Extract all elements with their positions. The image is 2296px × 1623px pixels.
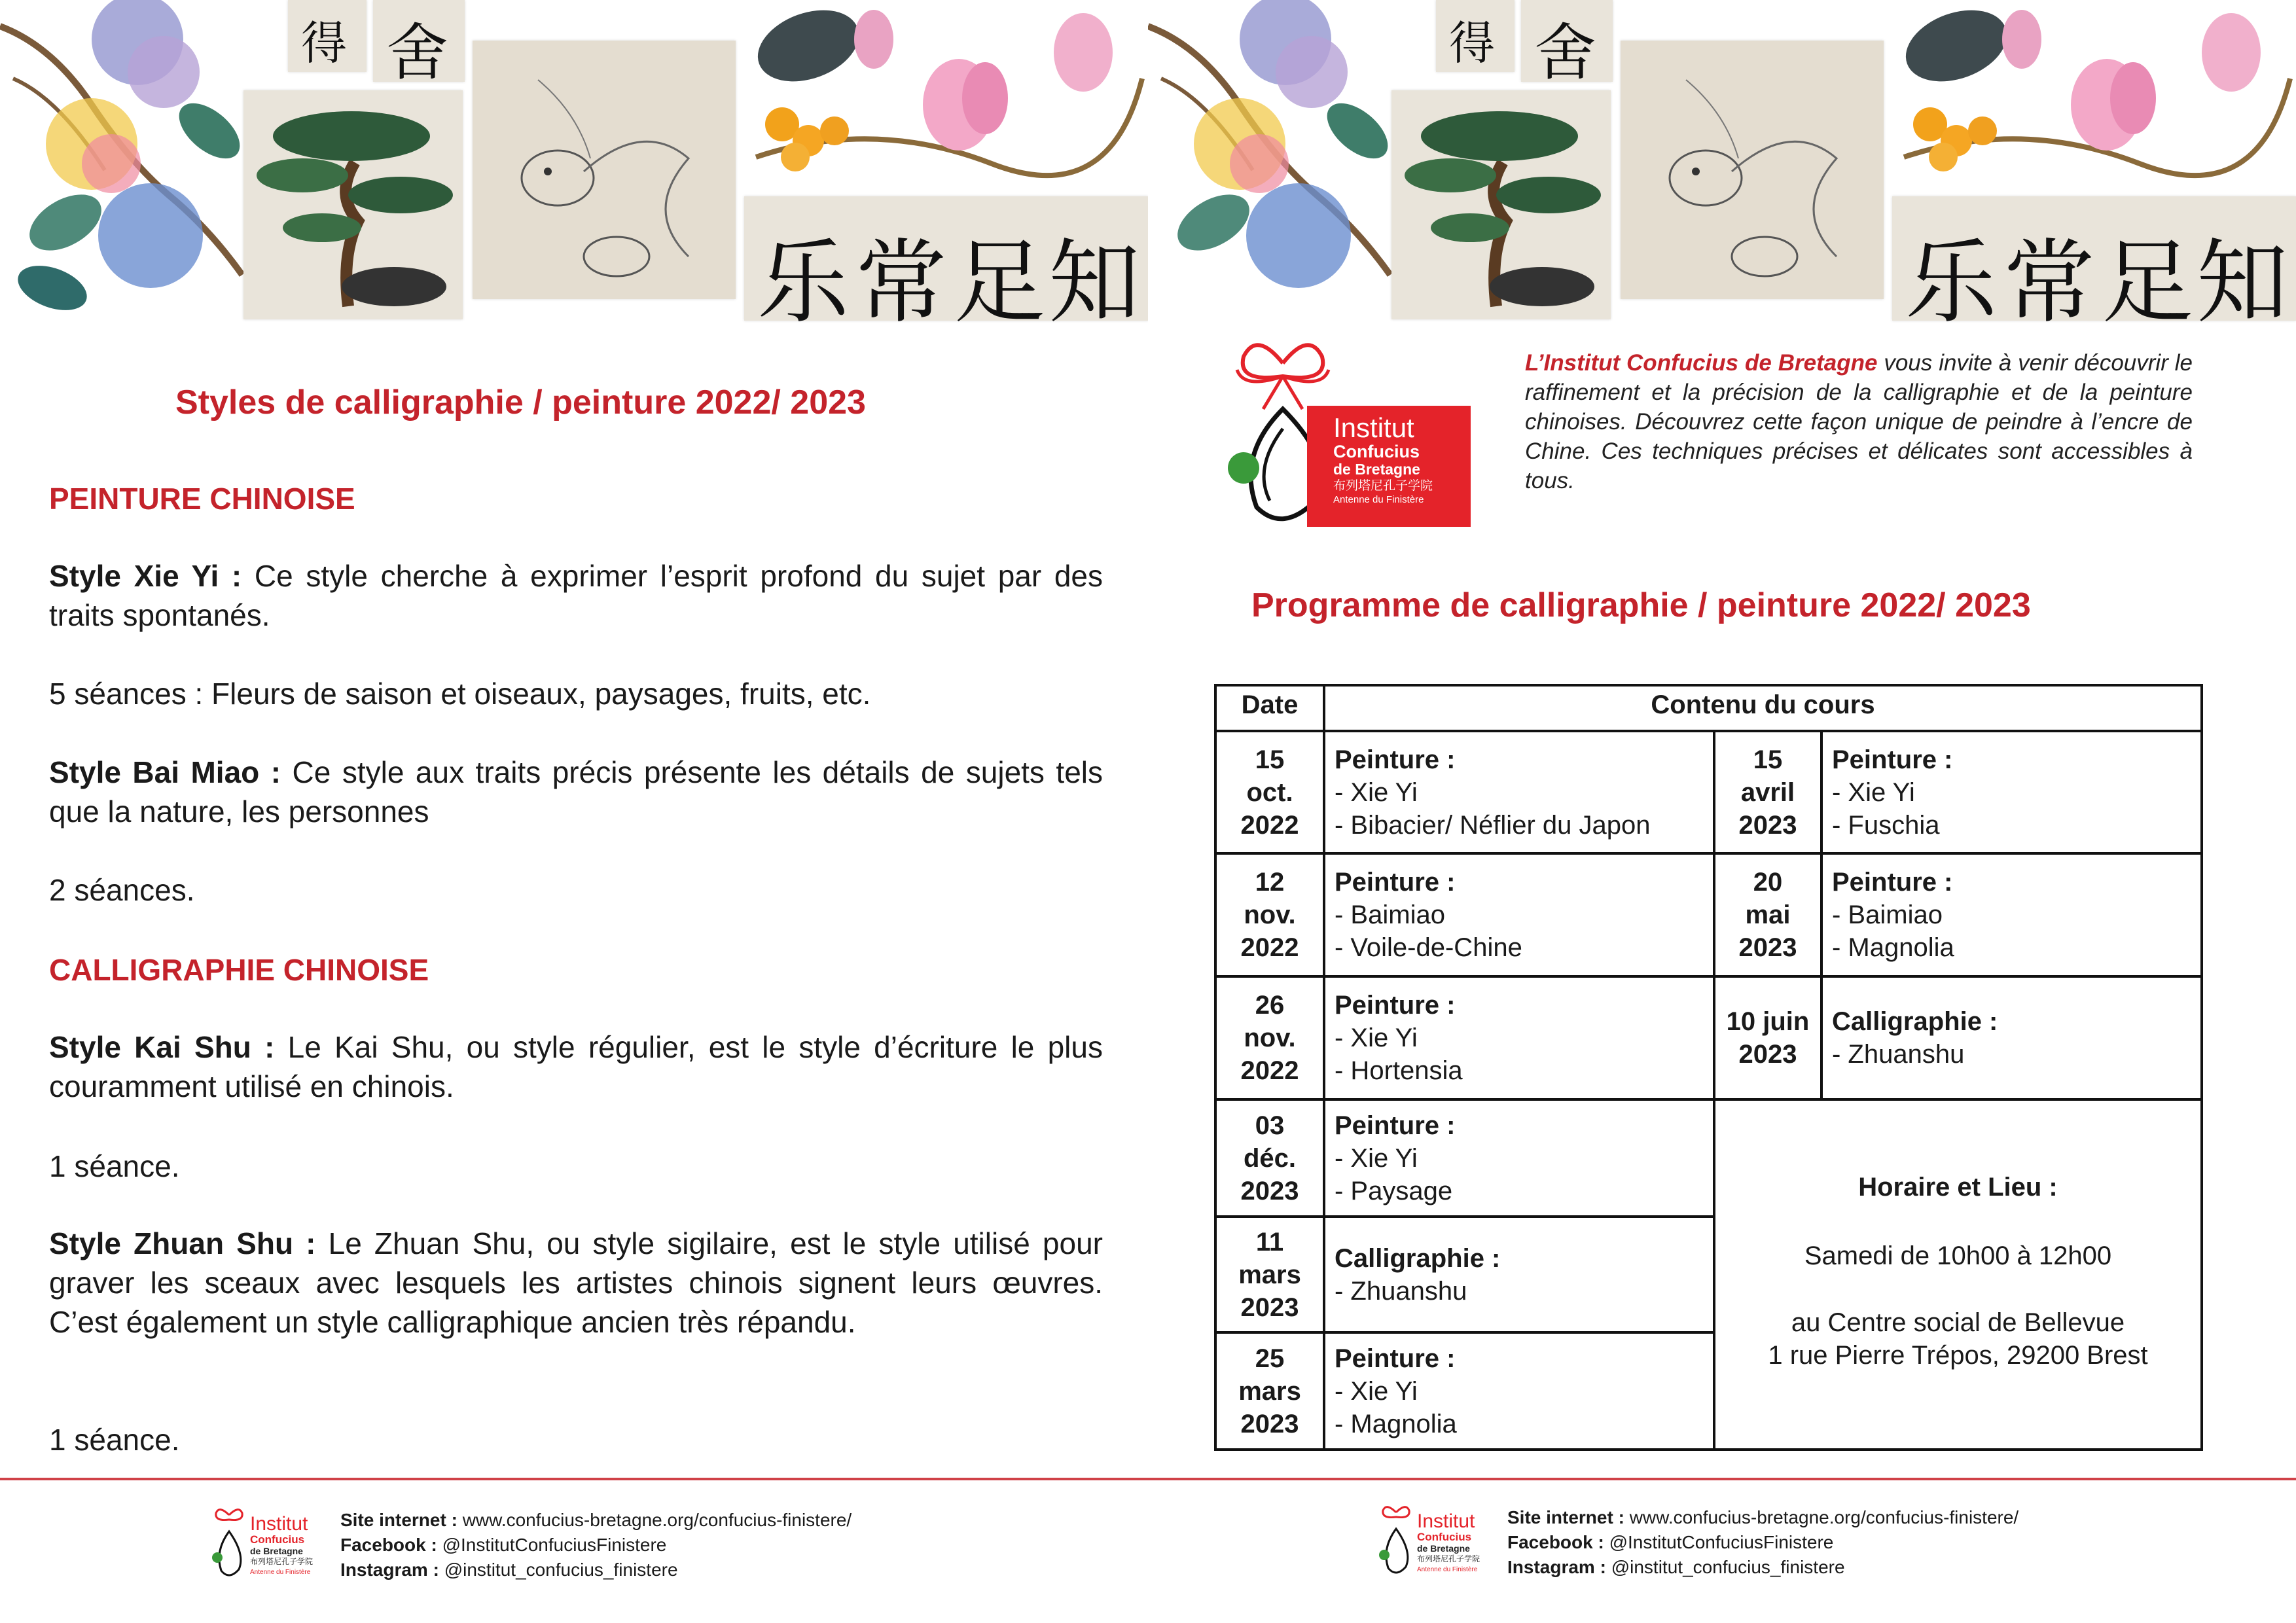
header-date: Date <box>1241 690 1299 719</box>
logo-text-box <box>1307 406 1471 527</box>
footer-logo-line4: 布列塔尼孔子学院 <box>1417 1554 1480 1563</box>
footer-contacts-left <box>340 1508 852 1582</box>
banner-right <box>1148 0 2296 327</box>
calligraphy-char: 常 <box>2003 230 2096 327</box>
goldfish-illustration <box>473 41 736 299</box>
date-day: 11 <box>1255 1227 1284 1257</box>
course-item: - Baimiao <box>1335 901 1445 929</box>
style-zhuan-shu-paragraph <box>49 1224 1103 1342</box>
logo-line4: 布列塔尼孔子学院 <box>1333 478 1433 493</box>
course-type: Peinture : <box>1335 1344 1456 1373</box>
style-label: Style Bai Miao : <box>49 755 281 789</box>
course-item: - Fuschia <box>1832 810 1940 840</box>
logo-line5: Antenne du Finistère <box>1333 494 1424 505</box>
date-cell <box>1217 978 1323 1098</box>
site-label: Site internet : <box>1507 1507 1624 1527</box>
course-item: - Zhuanshu <box>1832 1040 1965 1069</box>
date-cell <box>1715 855 1820 975</box>
date-month: mai <box>1745 901 1791 929</box>
intro-text: vous invite à venir découvrir le raffinement et la précision de la calligraphie et de la peinture chinoises. Découvrez cette façon unique de peindre à l’encre de Chine. Ces techniques précises et délicates sont accessibles à tous. <box>1525 350 2193 493</box>
course-item: - Voile-de-Chine <box>1335 933 1522 962</box>
footer-logo-line2: Confucius <box>1417 1531 1472 1543</box>
logo-line3: de Bretagne <box>1333 461 1420 478</box>
style-label: Style Zhuan Shu : <box>49 1226 316 1260</box>
style-bai-miao-paragraph <box>49 753 1103 831</box>
course-item: - Paysage <box>1335 1176 1453 1205</box>
sessions-text: 1 séance. <box>49 1149 180 1183</box>
course-type: Peinture : <box>1335 991 1456 1020</box>
horaire-time: Samedi de 10h00 à 12h00 <box>1804 1241 2112 1270</box>
instagram-handle[interactable]: @institut_confucius_finistere <box>439 1560 678 1580</box>
course-item: - Zhuanshu <box>1335 1276 1467 1306</box>
date-cell <box>1217 1101 1323 1215</box>
date-year: 2023 <box>1240 1176 1299 1205</box>
footer-logo-line1: Institut <box>1417 1510 1475 1532</box>
calligraphy-char: 乐 <box>757 230 850 327</box>
horaire-place-1: au Centre social de Bellevue <box>1791 1308 2125 1337</box>
date-year: 2022 <box>1240 1056 1299 1085</box>
horaire-title: Horaire et Lieu : <box>1858 1173 2058 1202</box>
goldfish-tile <box>473 41 736 299</box>
style-description: Le Kai Shu, ou style régulier, est le style d’écriture le plus couramment utilisé en chinois. <box>49 1030 1103 1103</box>
facebook-handle[interactable]: @InstitutConfuciusFinistere <box>1604 1532 1834 1552</box>
logo-line2: Confucius <box>1333 442 1420 461</box>
intro-paragraph <box>1525 348 2193 495</box>
footer-logo <box>1376 1503 1501 1588</box>
course-type: Peinture : <box>1335 745 1456 774</box>
date-month: mars <box>1238 1376 1301 1406</box>
footer-rule <box>0 1478 2296 1480</box>
style-kai-shu-paragraph <box>49 1027 1103 1106</box>
date-year: 2023 <box>1738 1040 1797 1069</box>
date-day: 03 <box>1255 1111 1285 1140</box>
pine-tree-illustration <box>1391 90 1611 319</box>
course-type: Calligraphie : <box>1335 1243 1501 1273</box>
style-description: Le Zhuan Shu, ou style sigilaire, est le style utilisé pour graver les sceaux avec lesquels les artistes chinois signent leurs œuvres. C’est également un style calligraphique ancien très répandu. <box>49 1226 1103 1339</box>
date-cell <box>1217 732 1323 852</box>
course-item: - Xie Yi <box>1335 1143 1418 1173</box>
date-year: 2023 <box>1738 810 1797 840</box>
calligraphy-tile-small-2 <box>373 0 465 89</box>
calligraphy-char: 舍 <box>1534 17 1597 89</box>
program-title: Programme de calligraphie / peinture 2022/ 2023 <box>1251 586 2031 624</box>
goldfish-tile <box>1621 41 1884 299</box>
date-cell <box>1715 732 1820 852</box>
course-cell <box>1325 978 1713 1098</box>
course-item: - Xie Yi <box>1335 1376 1418 1406</box>
site-label: Site internet : <box>340 1510 457 1530</box>
date-year: 2022 <box>1240 933 1299 962</box>
sessions-text: 5 séances : Fleurs de saison et oiseaux, paysages, fruits, etc. <box>49 677 871 711</box>
calligraphy-strip <box>1892 196 2296 327</box>
course-cell <box>1325 1218 1713 1331</box>
calligraphy-char: 知 <box>1049 230 1141 327</box>
logo-line1: Institut <box>1333 412 1414 443</box>
hydrangea-illustration <box>0 0 249 327</box>
footer-logo-line1: Institut <box>250 1513 308 1535</box>
footer-contacts-right <box>1507 1505 2018 1580</box>
calligraphy-char: 足 <box>2102 230 2194 327</box>
calligraphy-char: 知 <box>2197 230 2289 327</box>
calligraphy-strip <box>744 196 1148 327</box>
date-cell <box>1217 855 1323 975</box>
pine-tree-tile <box>243 90 463 319</box>
banner-left <box>0 0 1148 327</box>
footer-logo-line5: Antenne du Finistère <box>250 1569 311 1576</box>
instagram-label: Instagram : <box>340 1560 439 1580</box>
date-year: 2022 <box>1240 810 1299 840</box>
course-cell <box>1823 855 2200 975</box>
footer-logo-line2: Confucius <box>250 1533 305 1546</box>
facebook-label: Facebook : <box>340 1535 437 1555</box>
date-month: nov. <box>1244 1024 1296 1052</box>
date-year: 2023 <box>1738 933 1797 962</box>
loquat-magnolia-illustration <box>1891 0 2296 209</box>
knot-ribbon-icon <box>209 1505 249 1584</box>
loquat-magnolia-illustration <box>743 0 1148 209</box>
sessions-text: 1 séance. <box>49 1423 180 1457</box>
calligraphy-char: 足 <box>954 230 1046 327</box>
course-cell <box>1325 732 1713 852</box>
course-item: - Hortensia <box>1335 1056 1463 1085</box>
footer-logo-line3: de Bretagne <box>1417 1543 1470 1554</box>
date-cell <box>1217 1218 1323 1331</box>
footer-logo-line4: 布列塔尼孔子学院 <box>250 1557 314 1566</box>
date-month: avril <box>1740 777 1795 807</box>
site-link[interactable]: www.confucius-bretagne.org/confucius-finistere/ <box>1624 1507 2019 1527</box>
footer-logo-line5: Antenne du Finistère <box>1417 1566 1478 1573</box>
date-year: 2023 <box>1240 1293 1299 1322</box>
course-cell <box>1325 1334 1713 1448</box>
course-type: Calligraphie : <box>1832 1007 1998 1036</box>
course-type: Peinture : <box>1335 868 1456 897</box>
course-item: - Magnolia <box>1335 1409 1457 1438</box>
calligraphy-tile-small-1 <box>1436 0 1515 72</box>
calligraphy-char: 得 <box>1449 16 1495 70</box>
calligraphy-tile-small-2 <box>1521 0 1613 89</box>
green-seal-icon <box>1228 452 1259 484</box>
date-day: 20 <box>1753 868 1783 897</box>
facebook-label: Facebook : <box>1507 1532 1604 1552</box>
footer-logo-line3: de Bretagne <box>250 1546 303 1556</box>
date-month: mars <box>1238 1260 1301 1289</box>
date-year: 2023 <box>1240 1409 1299 1438</box>
calligraphy-tile-small-1 <box>288 0 367 72</box>
date-day: 10 juin <box>1726 1007 1810 1036</box>
calligraphy-char: 得 <box>301 16 347 70</box>
course-type: Peinture : <box>1832 868 1953 897</box>
date-month: nov. <box>1244 901 1296 929</box>
calligraphy-char: 舍 <box>386 17 449 89</box>
pine-tree-tile <box>1391 90 1611 319</box>
date-day: 15 <box>1753 745 1783 774</box>
course-item: - Bibacier/ Néflier du Japon <box>1335 810 1651 840</box>
course-cell <box>1823 978 2200 1098</box>
schedule-table <box>1214 684 2203 1451</box>
date-month: déc. <box>1243 1143 1297 1173</box>
date-cell <box>1715 978 1820 1098</box>
horaire-block <box>1715 1171 2200 1372</box>
style-xie-yi-paragraph <box>49 556 1103 635</box>
styles-title: Styles de calligraphie / peinture 2022/ 2023 <box>175 383 866 421</box>
course-item: - Magnolia <box>1832 933 1954 962</box>
style-description: Ce style cherche à exprimer l’esprit profond du sujet par des traits spontanés. <box>49 559 1103 632</box>
instagram-handle[interactable]: @institut_confucius_finistere <box>1605 1557 1845 1577</box>
section-heading-peinture: PEINTURE CHINOISE <box>49 482 355 516</box>
calligraphy-char: 乐 <box>1905 230 1998 327</box>
course-type: Peinture : <box>1832 745 1953 774</box>
course-cell <box>1823 732 2200 852</box>
intro-org: L’Institut Confucius de Bretagne <box>1525 350 1878 376</box>
pine-tree-illustration <box>243 90 463 319</box>
sessions-text: 2 séances. <box>49 873 195 907</box>
calligraphy-char: 常 <box>855 230 948 327</box>
date-day: 12 <box>1255 868 1285 897</box>
course-item: - Xie Yi <box>1335 777 1418 807</box>
date-day: 25 <box>1255 1344 1285 1373</box>
date-day: 26 <box>1255 991 1285 1020</box>
style-label: Style Xie Yi : <box>49 559 242 593</box>
hydrangea-illustration <box>1148 0 1397 327</box>
facebook-handle[interactable]: @InstitutConfuciusFinistere <box>437 1535 667 1555</box>
goldfish-illustration <box>1621 41 1884 299</box>
course-cell <box>1325 855 1713 975</box>
knot-ribbon-icon <box>1376 1503 1416 1581</box>
horaire-place-2: 1 rue Pierre Trépos, 29200 Brest <box>1768 1341 2148 1370</box>
date-day: 15 <box>1255 745 1285 774</box>
course-item: - Baimiao <box>1832 901 1943 929</box>
header-content: Contenu du cours <box>1651 690 1875 719</box>
style-description: Ce style aux traits précis présente les détails de sujets tels que la nature, les personnes <box>49 755 1103 829</box>
instagram-label: Instagram : <box>1507 1557 1606 1577</box>
site-link[interactable]: www.confucius-bretagne.org/confucius-finistere/ <box>457 1510 852 1530</box>
date-cell <box>1217 1334 1323 1448</box>
footer-logo <box>209 1505 334 1590</box>
section-heading-calligraphie: CALLIGRAPHIE CHINOISE <box>49 953 429 987</box>
course-cell <box>1325 1101 1713 1215</box>
course-item: - Xie Yi <box>1335 1024 1418 1052</box>
date-month: oct. <box>1246 777 1293 807</box>
style-label: Style Kai Shu : <box>49 1030 275 1064</box>
course-item: - Xie Yi <box>1832 777 1915 807</box>
course-type: Peinture : <box>1335 1111 1456 1140</box>
